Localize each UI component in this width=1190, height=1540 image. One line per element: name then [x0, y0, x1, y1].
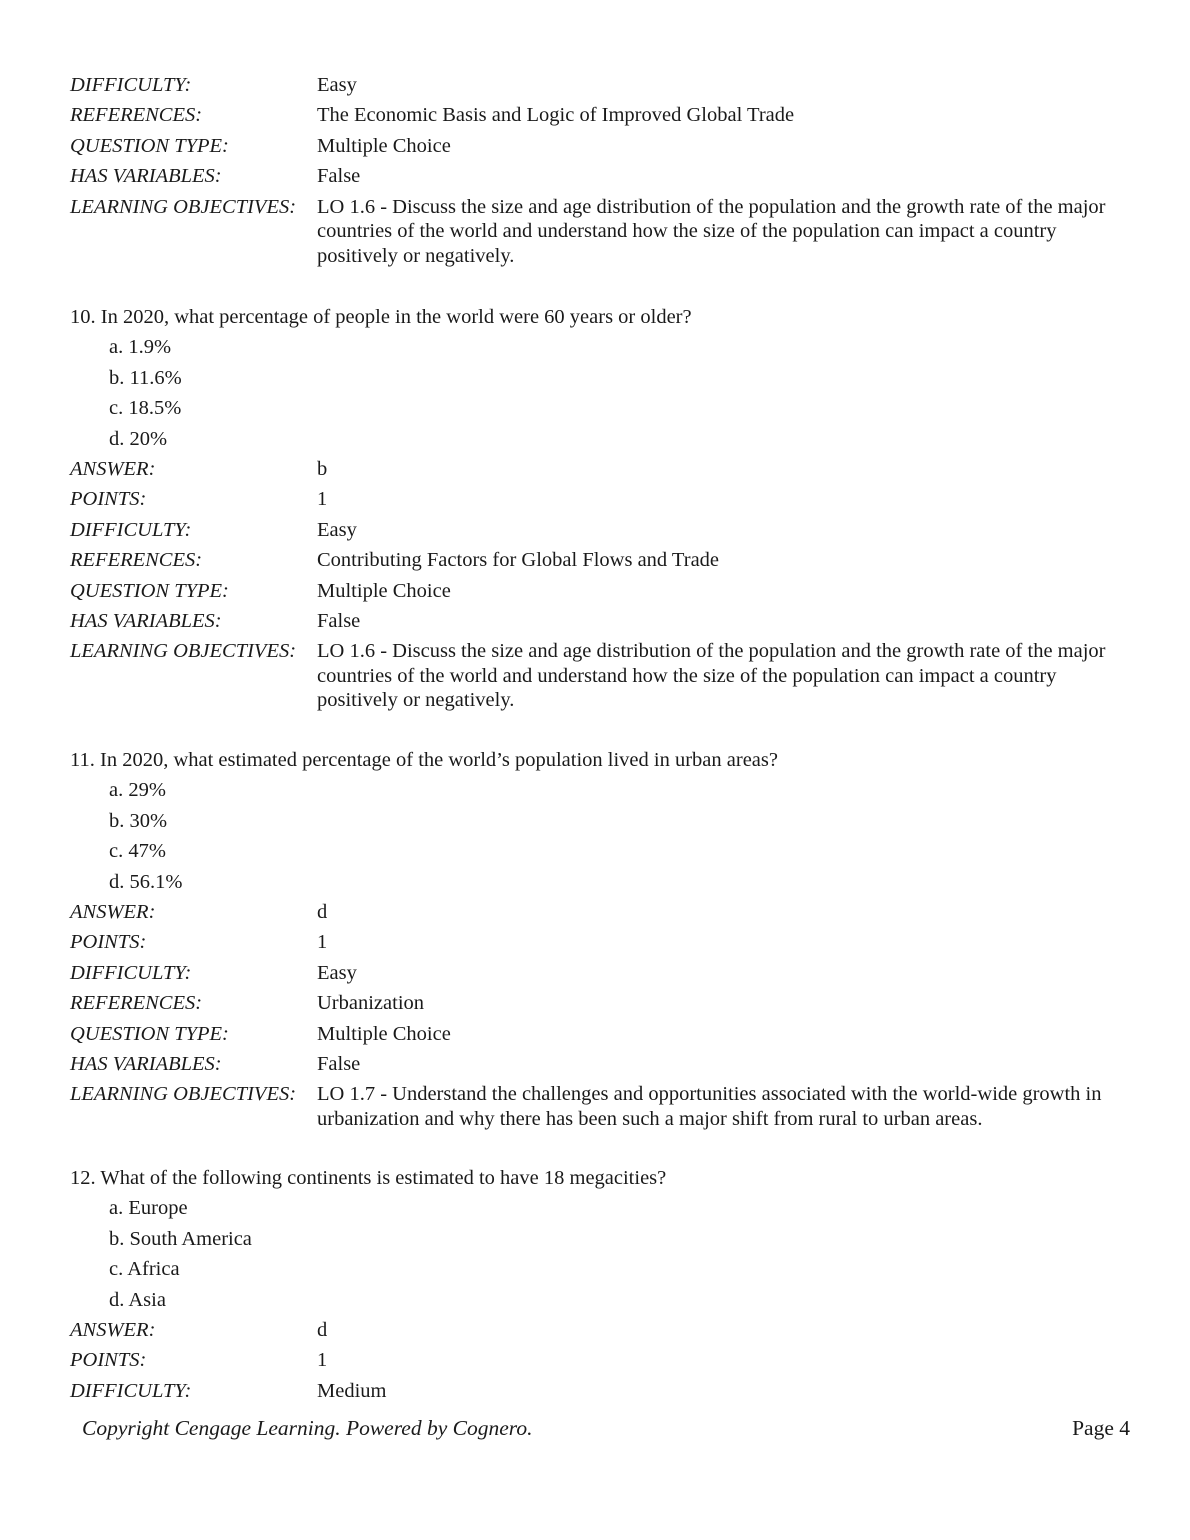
option-a: a. Europe: [109, 1197, 188, 1220]
footer-copyright: Copyright Cengage Learning. Powered by Cognero.: [82, 1416, 533, 1440]
learning-objectives-value: LO 1.7 - Understand the challenges and opportunities associated with the world-wide growth in urbanization and why there has been such a major shift from rural to urban areas.: [317, 1083, 1102, 1130]
points-value: 1: [317, 931, 328, 954]
learning-objectives-label: LEARNING OBJECTIVES:: [70, 1083, 297, 1106]
difficulty-label: DIFFICULTY:: [70, 74, 192, 96]
difficulty-label: DIFFICULTY:: [70, 518, 192, 541]
has-variables-value: False: [317, 609, 361, 632]
question-type-row: [70, 576, 1130, 606]
difficulty-label: DIFFICULTY:: [70, 961, 192, 984]
difficulty-value: Easy: [317, 74, 357, 96]
learning-objectives-row: [70, 636, 1130, 713]
learning-objectives-label: LEARNING OBJECTIVES:: [70, 640, 297, 663]
points-value: 1: [317, 1349, 328, 1372]
answer-row: [70, 454, 1130, 484]
references-value: Contributing Factors for Global Flows and Trade: [317, 549, 720, 572]
question-9-metadata: [70, 70, 1130, 268]
references-value: Urbanization: [317, 992, 425, 1015]
learning-objectives-value: LO 1.6 - Discuss the size and age distribution of the population and the growth rate of the major countries of the world and understand how the size of the population can impact a country positively or negatively.: [317, 640, 1106, 712]
references-label: REFERENCES:: [70, 104, 203, 127]
has-variables-value: False: [317, 1052, 361, 1075]
footer-page-number: Page 4: [1072, 1416, 1130, 1440]
has-variables-label: HAS VARIABLES:: [70, 609, 222, 632]
points-label: POINTS:: [70, 1349, 147, 1372]
difficulty-label: DIFFICULTY:: [70, 1379, 192, 1402]
option-b: b. South America: [109, 1227, 252, 1250]
question-type-value: Multiple Choice: [317, 579, 451, 602]
option-b: b. 11.6%: [109, 366, 182, 389]
question-type-value: Multiple Choice: [317, 1022, 451, 1045]
question-type-row: [70, 1019, 1130, 1049]
points-label: POINTS:: [70, 931, 147, 954]
references-label: REFERENCES:: [70, 549, 203, 572]
answer-label: ANSWER:: [70, 1318, 156, 1341]
references-row: [70, 988, 1130, 1018]
question-11: [70, 745, 1130, 1131]
question-type-row: [70, 131, 1130, 161]
has-variables-row: [70, 606, 1130, 636]
question-type-label: QUESTION TYPE:: [70, 579, 229, 602]
answer-label: ANSWER:: [70, 457, 156, 480]
option-b: b. 30%: [109, 809, 168, 832]
option-d: d. Asia: [109, 1288, 166, 1311]
question-type-value: Multiple Choice: [317, 134, 451, 157]
option-a: a. 29%: [109, 779, 166, 802]
question-type-label: QUESTION TYPE:: [70, 1022, 229, 1045]
question-10: [70, 302, 1130, 713]
difficulty-value: Medium: [317, 1379, 387, 1402]
learning-objectives-row: [70, 1079, 1130, 1131]
references-value: The Economic Basis and Logic of Improved Global Trade: [317, 104, 795, 127]
answer-value: b: [317, 457, 328, 480]
learning-objectives-value: LO 1.6 - Discuss the size and age distribution of the population and the growth rate of the major countries of the world and understand how the size of the population can impact a country positively or negatively.: [317, 195, 1106, 267]
option-c: c. Africa: [109, 1258, 180, 1281]
question-text: 11. In 2020, what estimated percentage of the world’s population lived in urban areas?: [70, 749, 778, 771]
difficulty-row: [70, 958, 1130, 988]
answer-row: [70, 897, 1130, 927]
difficulty-value: Easy: [317, 518, 357, 541]
points-row: [70, 484, 1130, 514]
has-variables-value: False: [317, 165, 361, 188]
difficulty-row: [70, 515, 1130, 545]
answer-value: d: [317, 1318, 328, 1341]
references-row: [70, 545, 1130, 575]
answer-value: d: [317, 900, 328, 923]
option-c: c. 18.5%: [109, 397, 182, 420]
difficulty-row: [70, 1376, 1130, 1406]
has-variables-row: [70, 161, 1130, 191]
option-c: c. 47%: [109, 840, 166, 863]
points-row: [70, 1345, 1130, 1375]
points-row: [70, 927, 1130, 957]
question-type-label: QUESTION TYPE:: [70, 134, 229, 157]
difficulty-value: Easy: [317, 961, 357, 984]
has-variables-label: HAS VARIABLES:: [70, 1052, 222, 1075]
points-value: 1: [317, 488, 328, 511]
option-d: d. 56.1%: [109, 870, 183, 893]
references-row: [70, 100, 1130, 130]
answer-label: ANSWER:: [70, 900, 156, 923]
has-variables-label: HAS VARIABLES:: [70, 165, 222, 188]
option-a: a. 1.9%: [109, 336, 172, 359]
has-variables-row: [70, 1049, 1130, 1079]
points-label: POINTS:: [70, 488, 147, 511]
question-12: [70, 1163, 1130, 1406]
question-text: 10. In 2020, what percentage of people in the world were 60 years or older?: [70, 306, 692, 328]
learning-objectives-row: [70, 192, 1130, 269]
answer-row: [70, 1315, 1130, 1345]
difficulty-row: [70, 70, 1130, 100]
references-label: REFERENCES:: [70, 992, 203, 1015]
learning-objectives-label: LEARNING OBJECTIVES:: [70, 195, 297, 218]
question-text: 12. What of the following continents is estimated to have 18 megacities?: [70, 1167, 667, 1189]
option-d: d. 20%: [109, 427, 168, 450]
